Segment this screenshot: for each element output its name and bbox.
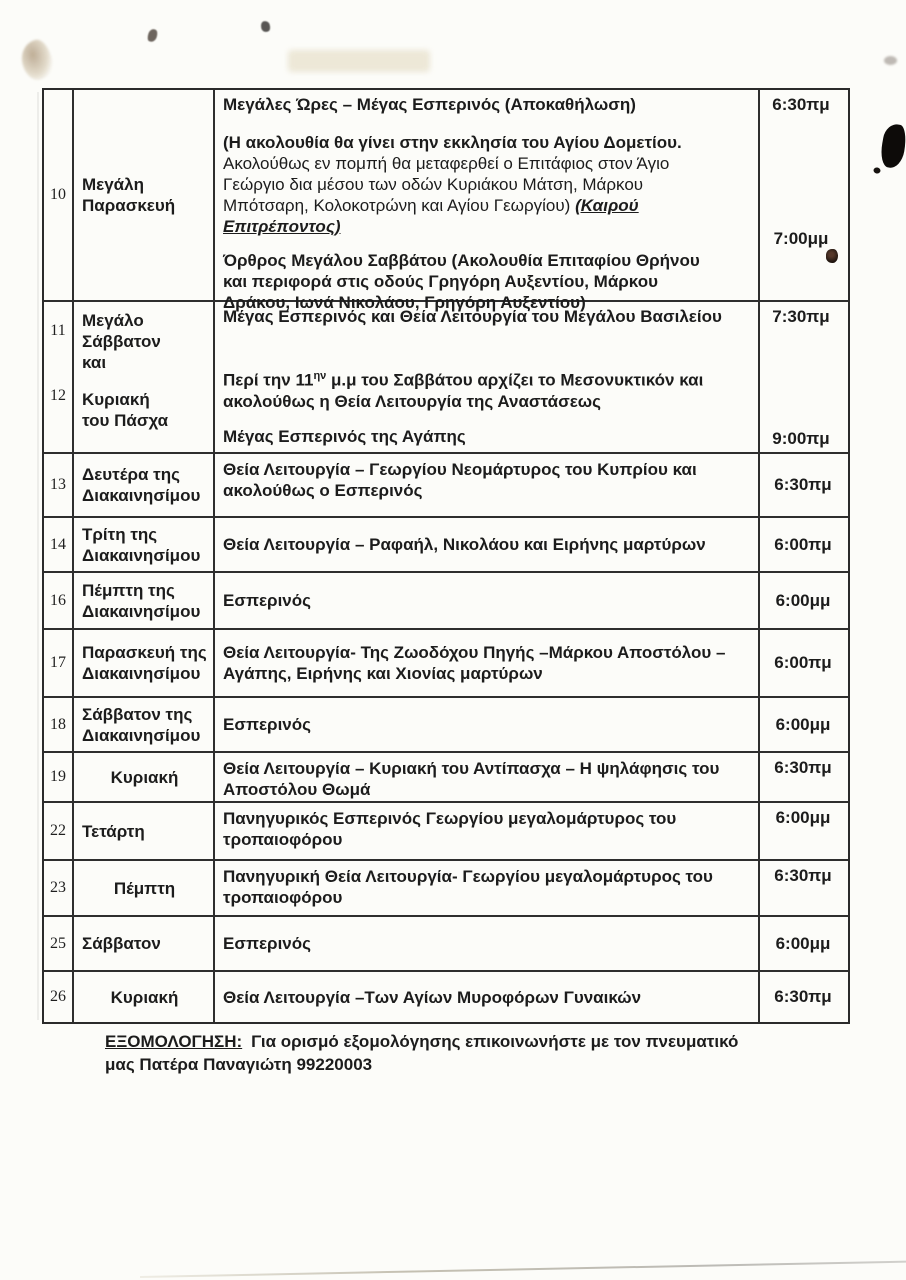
- table-row: [44, 698, 848, 753]
- time-cell: 6:00πμ: [774, 534, 832, 554]
- day-cell: Πέμπτη: [74, 861, 215, 915]
- service-cell: Πανηγυρική Θεία Λειτουργία- Γεωργίου μεγαλομάρτυρος του τροπαιοφόρου: [215, 861, 760, 915]
- day-cell: Παρασκευή της Διακαινησίμου: [74, 630, 215, 696]
- schedule-table: [42, 88, 850, 1024]
- time-cell: [760, 90, 846, 300]
- row-number: 17: [44, 630, 74, 696]
- service-cell: Πανηγυρικός Εσπερινός Γεωργίου μεγαλομάρτυρος του τροπαιοφόρου: [215, 803, 760, 859]
- confession-text-line2: μας Πατέρα Παναγιώτη 99220003: [105, 1055, 373, 1074]
- text-after-sup: μ.μ του Σαββάτου αρχίζει το Μεσονυκτικόν και ακολούθως η Θεία Λειτουργία της Αναστάσεως: [223, 370, 704, 411]
- service-cell: Εσπερινός: [215, 917, 760, 970]
- row-number: 22: [44, 803, 74, 859]
- table-row: [44, 302, 848, 454]
- service-line: Μεγάλες Ώρες – Μέγας Εσπερινός (Αποκαθήλωση): [223, 95, 636, 114]
- time-value: 6:30πμ: [772, 95, 830, 114]
- time-cell: 6:30πμ: [774, 987, 832, 1006]
- time-value: 7:30πμ: [772, 307, 830, 326]
- bleedthrough-ghost: [288, 50, 430, 72]
- time-cell: 6:00μμ: [775, 808, 831, 827]
- service-cell: Θεία Λειτουργία – Γεωργίου Νεομάρτυρος του Κυπρίου και ακολούθως ο Εσπερινός: [215, 454, 760, 516]
- row-number: 19: [44, 753, 74, 801]
- row-number: 16: [44, 573, 74, 628]
- note-bold: (Η ακολουθία θα γίνει στην εκκλησία του Αγίου Δομετίου.: [223, 133, 682, 152]
- note-regular: Ακολούθως εν πομπή θα μεταφερθεί ο Επιτάφιος στον Άγιο Γεώργιο δια μέσου των οδών Κυριάκου Μάτση, Μάρκου Μπότσαρη, Κολοκοτρώνη και Αγίου Γεωργίου): [223, 154, 670, 215]
- row-number: 25: [44, 917, 74, 970]
- ink-blot: [878, 122, 906, 169]
- day-cell: Μεγάλη Παρασκευή: [74, 90, 215, 300]
- table-row: [44, 753, 848, 803]
- superscript: ην: [313, 370, 327, 382]
- time-cell: 6:30πμ: [774, 475, 832, 494]
- row-number: 13: [44, 454, 74, 516]
- table-row: [44, 861, 848, 917]
- service-cell: Εσπερινός: [215, 698, 760, 751]
- service-line: Μέγας Εσπερινός της Αγάπης: [223, 426, 466, 446]
- time-cell: 6:00πμ: [774, 653, 832, 672]
- note-emphasis: (Καιρού Επιτρέποντος): [223, 196, 639, 236]
- time-cell: 6:00μμ: [775, 933, 831, 953]
- day-cell: Πέμπτη της Διακαινησίμου: [74, 573, 215, 628]
- time-cell: 6:30πμ: [774, 758, 832, 777]
- time-cell: 6:00μμ: [775, 590, 831, 610]
- day-cell: Σάββατον της Διακαινησίμου: [74, 698, 215, 751]
- day-cell: Σάββατον: [74, 917, 215, 970]
- table-row: [44, 573, 848, 630]
- confession-text-line1: Για ορισμό εξομολόγησης επικοινωνήστε με τον πνευματικό: [251, 1032, 739, 1051]
- row-number-12: 12: [50, 387, 66, 404]
- scan-ghost-line-left: [37, 92, 39, 1020]
- service-cell: Εσπερινός: [215, 573, 760, 628]
- row-number: 26: [44, 972, 74, 1022]
- row-number: [44, 302, 74, 452]
- time-value: 7:00μμ: [773, 229, 829, 248]
- day-cell: Τρίτη της Διακαινησίμου: [74, 518, 215, 571]
- confession-label: ΕΞΟΜΟΛΟΓΗΣΗ:: [105, 1032, 243, 1051]
- day-cell: Δευτέρα της Διακαινησίμου: [74, 454, 215, 516]
- table-row: [44, 972, 848, 1022]
- row-number: 10: [44, 90, 74, 300]
- service-line: Μέγας Εσπερινός και Θεία Λειτουργία του Μεγάλου Βασιλείου: [223, 307, 722, 326]
- table-row: [44, 454, 848, 518]
- time-cell: 6:00μμ: [775, 714, 831, 734]
- text-before-sup: Περί την 11: [223, 370, 314, 390]
- table-row: [44, 917, 848, 972]
- row-number: 14: [44, 518, 74, 571]
- row-number: 23: [44, 861, 74, 915]
- day-name: Μεγάλο Σάββατον και: [82, 311, 161, 372]
- day-cell: Τετάρτη: [74, 803, 215, 859]
- time-value: 9:00πμ: [772, 429, 830, 448]
- table-row: [44, 90, 848, 312]
- day-cell: Κυριακή: [74, 972, 215, 1022]
- table-row: [44, 803, 848, 861]
- service-line: [223, 366, 750, 412]
- row-number-11: 11: [50, 322, 66, 339]
- service-cell: Θεία Λειτουργία – Κυριακή του Αντίπασχα – Η ψηλάφησις του Αποστόλου Θωμά: [215, 753, 760, 801]
- service-cell: [215, 302, 760, 452]
- time-cell: 6:30πμ: [774, 866, 832, 885]
- service-cell: Θεία Λειτουργία –Των Αγίων Μυροφόρων Γυναικών: [215, 972, 760, 1022]
- scan-speck-2: [260, 20, 272, 33]
- service-line: Όρθρος Μεγάλου Σαββάτου (Ακολουθία Επιταφίου Θρήνου και περιφορά στις οδούς Γρηγόρη Αυξεντίου, Μάρκου Δράκου, Ιωνά Νικολάου, Γρηγόρη Αυξεντίου): [223, 251, 700, 312]
- service-note: [223, 132, 723, 237]
- service-cell: [215, 90, 760, 312]
- table-row: [44, 518, 848, 573]
- row-number: 18: [44, 698, 74, 751]
- scan-smudge-top-left: [18, 37, 56, 82]
- table-row: [44, 630, 848, 698]
- scan-mark-right-top: [884, 56, 897, 65]
- day-cell: [74, 302, 215, 452]
- scan-speck-1: [146, 28, 159, 43]
- service-cell: Θεία Λειτουργία – Ραφαήλ, Νικολάου και Ειρήνης μαρτύρων: [215, 518, 760, 571]
- scan-edge-line: [140, 1261, 906, 1278]
- service-cell: Θεία Λειτουργία- Της Ζωοδόχου Πηγής –Μάρκου Αποστόλου – Αγάπης, Ειρήνης και Χιονίας μαρτύρων: [215, 630, 760, 696]
- time-cell: [760, 302, 846, 452]
- day-name: Κυριακή του Πάσχα: [82, 390, 169, 430]
- confession-note: [105, 1030, 805, 1076]
- day-cell: Κυριακή: [74, 753, 215, 801]
